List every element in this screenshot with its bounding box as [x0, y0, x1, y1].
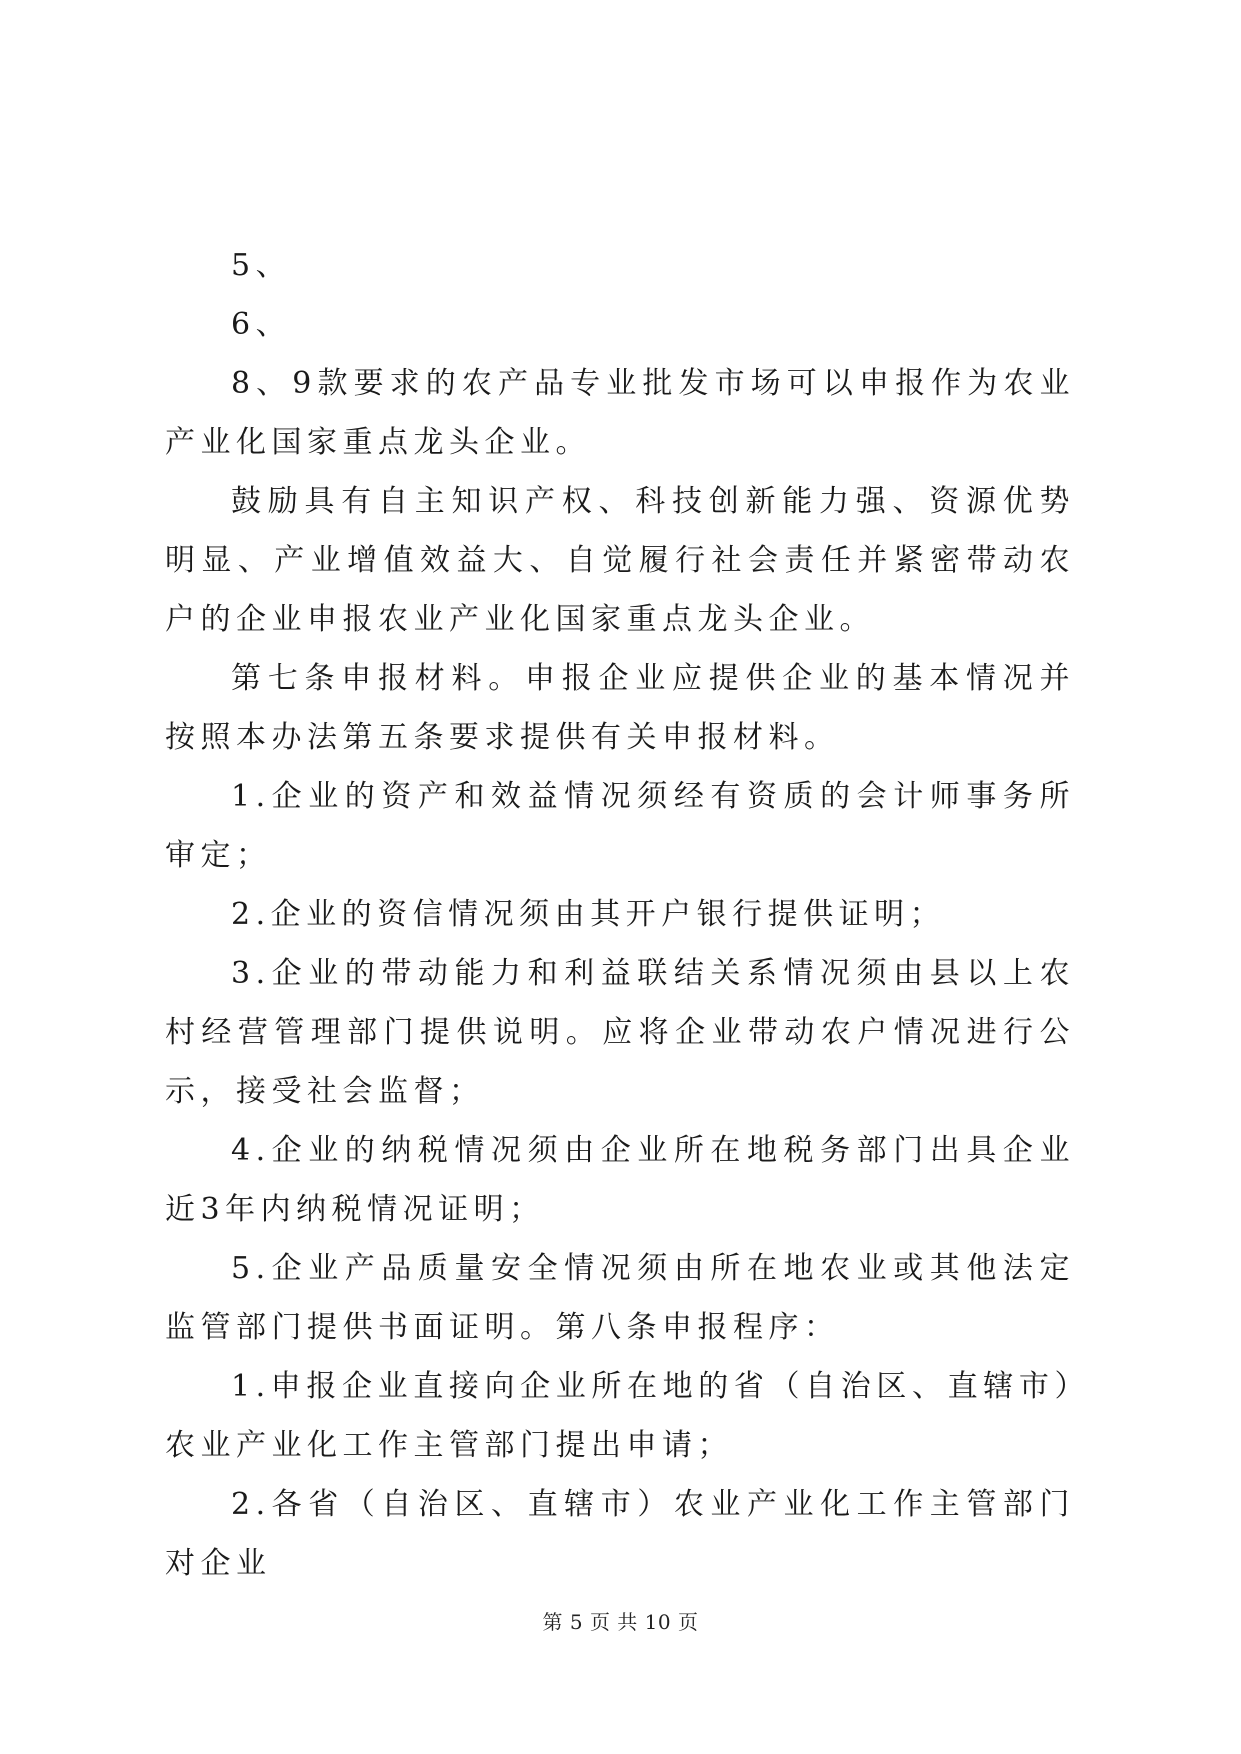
paragraph-material-1: 1.企业的资产和效益情况须经有资质的会计师事务所审定； [165, 779, 1075, 873]
paragraph-article-7: 第七条申报材料。申报企业应提供企业的基本情况并按照本办法第五条要求提供有关申报材料。 [165, 661, 1075, 755]
paragraph-procedure-2: 2.各省（自治区、直辖市）农业产业化工作主管部门对企业 [165, 1487, 1075, 1581]
document-body [165, 236, 1075, 1593]
paragraph-material-2: 2.企业的资信情况须由其开户银行提供证明； [231, 897, 946, 932]
paragraph-item-6: 6、 [231, 307, 292, 342]
paragraph-procedure-1: 1.申报企业直接向企业所在地的省（自治区、直辖市）农业产业化工作主管部门提出申请； [165, 1369, 1075, 1463]
paragraph-material-5: 5.企业产品质量安全情况须由所在地农业或其他法定监管部门提供书面证明。第八条申报程序： [165, 1251, 1075, 1345]
paragraph-encouragement: 鼓励具有自主知识产权、科技创新能力强、资源优势明显、产业增值效益大、自觉履行社会责任并紧密带动农户的企业申报农业产业化国家重点龙头企业。 [165, 484, 1075, 637]
paragraph-item-5: 5、 [231, 248, 292, 283]
page-footer [0, 1610, 1241, 1634]
paragraph-material-4: 4.企业的纳税情况须由企业所在地税务部门出具企业近3年内纳税情况证明； [165, 1133, 1075, 1227]
page-number-label: 第 5 页 共 10 页 [542, 1610, 699, 1634]
paragraph-material-3: 3.企业的带动能力和利益联结关系情况须由县以上农村经营管理部门提供说明。应将企业带动农户情况进行公示，接受社会监督； [165, 956, 1075, 1109]
paragraph-wholesale-market: 8、9款要求的农产品专业批发市场可以申报作为农业产业化国家重点龙头企业。 [165, 366, 1075, 460]
